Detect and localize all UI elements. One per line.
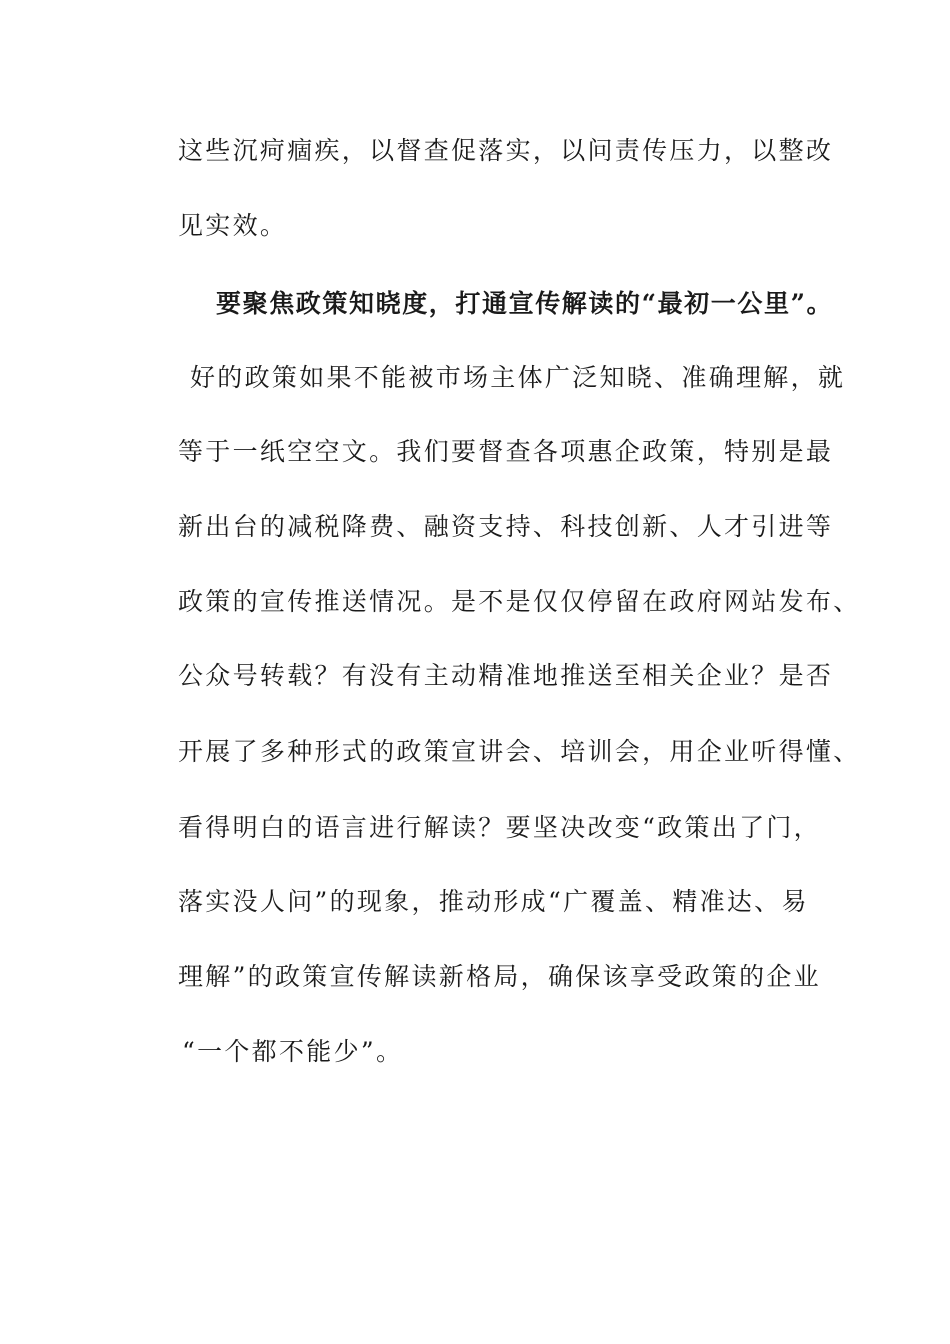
- body-text-line: 公众号转载？有没有主动精准地推送至相关企业？是否: [178, 661, 834, 690]
- body-text-line: 看得明白的语言进行解读？要坚决改变“政策出了门，: [178, 813, 821, 842]
- body-text-line: 政策的宣传推送情况。是不是仅仅停留在政府网站发布、: [178, 587, 861, 616]
- body-text-line: 这些沉疴痼疾，以督查促落实，以问责传压力，以整改: [178, 136, 834, 165]
- body-text-line: 新出台的减税降费、融资支持、科技创新、人才引进等: [178, 512, 834, 541]
- body-text-line: 见实效。: [178, 211, 288, 240]
- body-text-line: 落实没人问”的现象，推动形成“广覆盖、精准达、易: [178, 887, 809, 916]
- body-text-line: 理解”的政策宣传解读新格局，确保该享受政策的企业: [178, 962, 821, 991]
- body-text-line: 开展了多种形式的政策宣讲会、培训会，用企业听得懂、: [178, 737, 861, 766]
- body-text-line: 好的政策如果不能被市场主体广泛知晓、准确理解，就: [190, 363, 846, 392]
- body-text-line: “一个都不能少”。: [182, 1037, 404, 1066]
- body-text-line: 等于一纸空空文。我们要督查各项惠企政策，特别是最: [178, 437, 834, 466]
- section-heading: 要聚焦政策知晓度，打通宣传解读的“最初一公里”。: [216, 289, 834, 318]
